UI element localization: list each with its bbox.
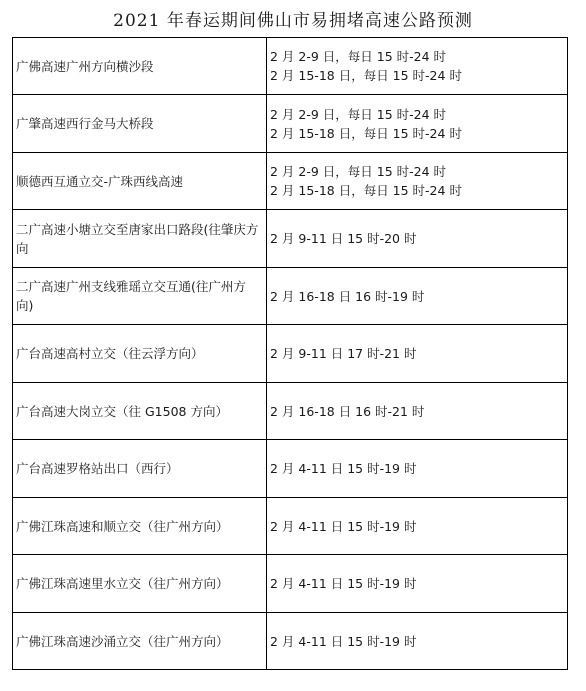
page-title: 2021 年春运期间佛山市易拥堵高速公路预测 bbox=[113, 11, 473, 31]
time-window-line: 2 月 16-18 日 16 时-21 时 bbox=[270, 403, 425, 419]
congestion-table-body bbox=[13, 38, 568, 670]
road-segment-cell: 二广高速广州支线雅瑶立交互通(往广州方向) bbox=[13, 268, 267, 325]
time-window-cell bbox=[267, 153, 568, 210]
table-row bbox=[13, 383, 568, 440]
time-window-line: 2 月 2-9 日，每日 15 时-24 时 bbox=[270, 164, 447, 179]
time-window-cell bbox=[267, 555, 568, 613]
table-row bbox=[13, 498, 568, 555]
time-window-line: 2 月 9-11 日 15 时-20 时 bbox=[270, 231, 417, 246]
time-window-line: 2 月 15-18 日，每日 15 时-24 时 bbox=[270, 68, 462, 83]
time-window-line: 2 月 2-9 日，每日 15 时-24 时 bbox=[270, 106, 447, 122]
road-segment-cell: 广台高速大岗立交（往 G1508 方向） bbox=[13, 383, 267, 440]
table-row bbox=[13, 153, 568, 210]
road-segment-cell: 广佛江珠高速沙涌立交（往广州方向） bbox=[13, 613, 267, 670]
time-window-cell bbox=[267, 498, 568, 555]
congestion-table bbox=[12, 37, 568, 670]
table-row bbox=[13, 268, 568, 325]
table-row bbox=[13, 555, 568, 613]
time-window-cell bbox=[267, 440, 568, 498]
road-segment-cell: 广佛江珠高速里水立交（往广州方向） bbox=[13, 555, 267, 613]
road-segment-cell: 二广高速小塘立交至唐家出口路段(往肇庆方向 bbox=[13, 210, 267, 268]
road-segment-cell: 广佛高速广州方向横沙段 bbox=[13, 38, 267, 95]
time-window-cell bbox=[267, 38, 568, 95]
road-segment-cell: 广肇高速西行金马大桥段 bbox=[13, 95, 267, 153]
time-window-cell bbox=[267, 383, 568, 440]
road-segment-cell: 顺德西互通立交-广珠西线高速 bbox=[13, 153, 267, 210]
table-row bbox=[13, 95, 568, 153]
time-window-cell bbox=[267, 613, 568, 670]
time-window-cell bbox=[267, 95, 568, 153]
time-window-line: 2 月 9-11 日 17 时-21 时 bbox=[270, 346, 417, 361]
time-window-cell bbox=[267, 268, 568, 325]
time-window-line: 2 月 16-18 日 16 时-19 时 bbox=[270, 288, 425, 304]
road-segment-cell: 广台高速高村立交（往云浮方向） bbox=[13, 325, 267, 383]
time-window-line: 2 月 15-18 日，每日 15 时-24 时 bbox=[270, 183, 462, 198]
time-window-line: 2 月 2-9 日，每日 15 时-24 时 bbox=[270, 49, 447, 64]
road-segment-cell: 广佛江珠高速和顺立交（往广州方向） bbox=[13, 498, 267, 555]
table-row bbox=[13, 38, 568, 95]
time-window-cell bbox=[267, 210, 568, 268]
time-window-line: 2 月 4-11 日 15 时-19 时 bbox=[270, 633, 417, 649]
time-window-line: 2 月 4-11 日 15 时-19 时 bbox=[270, 576, 417, 591]
table-row bbox=[13, 440, 568, 498]
time-window-cell bbox=[267, 325, 568, 383]
table-row bbox=[13, 325, 568, 383]
table-row bbox=[13, 210, 568, 268]
time-window-line: 2 月 4-11 日 15 时-19 时 bbox=[270, 518, 417, 534]
table-row bbox=[13, 613, 568, 670]
road-segment-cell: 广台高速罗格站出口（西行） bbox=[13, 440, 267, 498]
time-window-line: 2 月 4-11 日 15 时-19 时 bbox=[270, 461, 417, 476]
time-window-line: 2 月 15-18 日，每日 15 时-24 时 bbox=[270, 125, 462, 141]
